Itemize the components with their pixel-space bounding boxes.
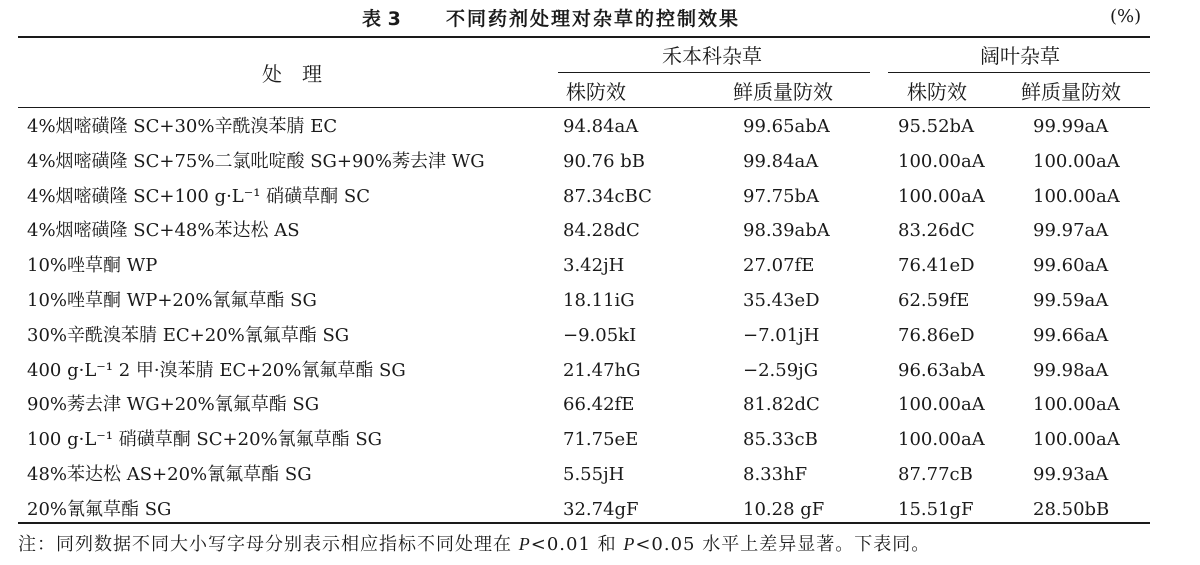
table-note: 注：同列数据不同大小写字母分别表示相应指标不同处理在 P<0.01 和 P<0.05 水平上差异显著。下表同。 — [18, 534, 931, 555]
cell-grass-plant: 5.55jH — [563, 464, 625, 485]
cell-broadleaf-fresh: 28.50bB — [1033, 498, 1110, 520]
cell-treatment: 10%唑草酮 WP+20%氰氟草酯 SG — [27, 290, 317, 311]
cell-broadleaf-plant: 83.26dC — [898, 220, 975, 242]
cell-treatment: 10%唑草酮 WP — [27, 255, 158, 277]
cell-grass-plant: 71.75eE — [563, 429, 639, 451]
cell-grass-plant: 90.76 bB — [563, 150, 646, 172]
cell-treatment: 4%烟嘧磺隆 SC+48%苯达松 AS — [27, 220, 300, 242]
broadleaf-subrule — [888, 72, 1150, 73]
cell-broadleaf-plant: 62.59fE — [898, 290, 970, 311]
cell-broadleaf-fresh: 99.93aA — [1033, 464, 1109, 485]
cell-treatment: 4%烟嘧磺隆 SC+30%辛酰溴苯腈 EC — [27, 116, 338, 137]
cell-broadleaf-plant: 100.00aA — [898, 150, 985, 172]
unit-label: (%) — [1110, 6, 1142, 27]
cell-broadleaf-fresh: 100.00aA — [1033, 394, 1120, 416]
cell-broadleaf-fresh: 99.97aA — [1033, 220, 1109, 242]
cell-grass-fresh: 99.84aA — [743, 150, 819, 172]
cell-grass-plant: 66.42fE — [563, 394, 635, 416]
cell-grass-fresh: 35.43eD — [743, 290, 820, 311]
header-grass-fresh: 鲜质量防效 — [733, 80, 833, 104]
cell-broadleaf-fresh: 100.00aA — [1033, 429, 1120, 451]
cell-broadleaf-fresh: 100.00aA — [1033, 150, 1120, 172]
table-row — [0, 249, 1200, 283]
cell-grass-fresh: 27.07fE — [743, 255, 815, 277]
bottom-rule — [18, 522, 1150, 524]
cell-broadleaf-plant: 100.00aA — [898, 429, 985, 451]
cell-grass-fresh: 8.33hF — [743, 464, 808, 485]
table-row — [0, 180, 1200, 214]
table-row — [0, 423, 1200, 457]
cell-grass-plant: 3.42jH — [563, 255, 625, 277]
cell-treatment: 48%苯达松 AS+20%氰氟草酯 SG — [27, 464, 312, 485]
cell-treatment: 30%辛酰溴苯腈 EC+20%氰氟草酯 SG — [27, 324, 350, 346]
cell-broadleaf-fresh: 99.98aA — [1033, 359, 1109, 381]
header-broadleaf-plant: 株防效 — [907, 80, 967, 104]
cell-broadleaf-plant: 95.52bA — [898, 116, 975, 137]
top-rule — [18, 36, 1150, 38]
cell-broadleaf-fresh: 99.59aA — [1033, 290, 1109, 311]
cell-treatment: 4%烟嘧磺隆 SC+75%二氯吡啶酸 SG+90%莠去津 WG — [27, 150, 485, 172]
cell-grass-fresh: 98.39abA — [743, 220, 830, 242]
cell-treatment: 90%莠去津 WG+20%氰氟草酯 SG — [27, 394, 320, 416]
cell-broadleaf-plant: 100.00aA — [898, 394, 985, 416]
table-row — [0, 354, 1200, 388]
cell-broadleaf-plant: 96.63abA — [898, 359, 985, 381]
header-grass-plant: 株防效 — [566, 80, 626, 104]
table-row — [0, 319, 1200, 353]
header-grass-weeds: 禾本科杂草 — [662, 44, 762, 68]
cell-treatment: 20%氰氟草酯 SG — [27, 498, 172, 520]
cell-grass-fresh: 99.65abA — [743, 116, 830, 137]
cell-broadleaf-plant: 76.86eD — [898, 324, 975, 346]
cell-grass-fresh: 10.28 gF — [743, 498, 825, 520]
cell-broadleaf-plant: 76.41eD — [898, 255, 975, 277]
cell-treatment: 4%烟嘧磺隆 SC+100 g·L⁻¹ 硝磺草酮 SC — [27, 185, 371, 207]
cell-treatment: 400 g·L⁻¹ 2 甲·溴苯腈 EC+20%氰氟草酯 SG — [27, 359, 406, 381]
cell-broadleaf-plant: 15.51gF — [898, 498, 974, 520]
table-row — [0, 110, 1200, 144]
cell-broadleaf-plant: 87.77cB — [898, 464, 973, 485]
table-row — [0, 284, 1200, 318]
cell-grass-plant: 21.47hG — [563, 359, 641, 381]
cell-broadleaf-fresh: 99.66aA — [1033, 324, 1109, 346]
cell-broadleaf-fresh: 100.00aA — [1033, 185, 1120, 207]
cell-grass-plant: 87.34cBC — [563, 185, 652, 207]
cell-grass-fresh: 81.82dC — [743, 394, 820, 416]
cell-broadleaf-plant: 100.00aA — [898, 185, 985, 207]
cell-grass-plant: 94.84aA — [563, 116, 639, 137]
cell-grass-plant: −9.05kI — [563, 324, 637, 346]
header-broadleaf-weeds: 阔叶杂草 — [980, 44, 1060, 68]
header-broadleaf-fresh: 鲜质量防效 — [1021, 80, 1121, 104]
table-row — [0, 388, 1200, 422]
cell-grass-fresh: 97.75bA — [743, 185, 820, 207]
table-number: 表 3 — [362, 8, 401, 30]
cell-treatment: 100 g·L⁻¹ 硝磺草酮 SC+20%氰氟草酯 SG — [27, 429, 383, 451]
cell-broadleaf-fresh: 99.60aA — [1033, 255, 1109, 277]
cell-grass-plant: 18.11iG — [563, 290, 635, 311]
cell-grass-fresh: −7.01jH — [743, 324, 820, 346]
cell-grass-fresh: 85.33cB — [743, 429, 818, 451]
header-rule — [18, 107, 1150, 108]
table-row — [0, 145, 1200, 179]
table-row — [0, 214, 1200, 248]
cell-grass-plant: 32.74gF — [563, 498, 639, 520]
cell-grass-plant: 84.28dC — [563, 220, 640, 242]
table-title: 不同药剂处理对杂草的控制效果 — [446, 8, 741, 30]
table-row — [0, 458, 1200, 492]
cell-broadleaf-fresh: 99.99aA — [1033, 116, 1109, 137]
cell-grass-fresh: −2.59jG — [743, 359, 819, 381]
grass-subrule — [558, 72, 870, 73]
header-treatment: 处 理 — [262, 62, 322, 86]
